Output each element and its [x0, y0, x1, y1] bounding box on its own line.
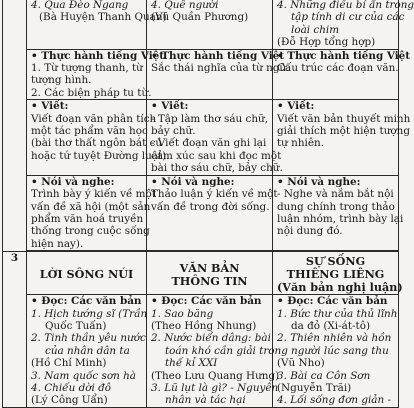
cell-writing-c1: • Viết: Viết đoạn văn phân tích một tác phẩm văn học (bài thơ thất ngôn bát cú hoặc tứ tuyệt Đường luật). [27, 100, 147, 175]
cell-speaking-c2: • Nói và nghe: Thảo luận ý kiến về một vấn đề trong đời sống. [147, 175, 273, 250]
table-row [3, 0, 399, 49]
table-row-3 [3, 252, 399, 295]
cell-practice-c1: • Thực hành tiếng Việt 1. Từ tượng thanh, từ tượng hình. 2. Các biện pháp tu từ. [27, 49, 147, 100]
row-number-cell [3, 0, 27, 252]
cell-practice-c3: • Thực hành tiếng Việt Cấu trúc các đoạn văn. [273, 49, 399, 100]
table-row [3, 100, 399, 175]
cell-row3-reading-c2: • Đọc: Các văn bản 1. Sao băng (Theo Hồng Nhung) 2. Nước biển dâng: bài toán khó cần giải trong thế kỉ XXI (Theo Lưu Quang Hưng) 3. Lũ lụt là gì? - Nguyên nhân và tác hại [147, 295, 273, 408]
unit-title-c2: VĂN BẢN THÔNG TIN [147, 252, 273, 295]
unit-title-c3: SỰ SỐNG THIÊNG LIÊNG (Văn bản nghị luận) [273, 252, 399, 295]
cell-row3-reading-c1: • Đọc: Các văn bản 1. Hịch tướng sĩ (Trần Quốc Tuấn) 2. Tinh thần yêu nước của nhân dân ta (Hồ Chí Minh) 3. Nam quốc sơn hà 4. Chiếu dời đô (Lý Công Uẩn) [27, 295, 147, 408]
table-row [3, 49, 399, 100]
cell-speaking-c3: • Nói và nghe: - Nghe và nắm bắt nội dung chính trong thảo luận nhóm, trình bày lại nội dung đó. [273, 175, 399, 250]
cell-row3-reading-c3: • Đọc: Các văn bản 1. Bức thư của thủ lĩnh da đỏ (Xi-át-tô) 2. Thiên nhiên và hồn người lúc sang thu (Vũ Nho) 3. Bài ca Côn Sơn (Nguyễn Trãi) 4. Lối sống đơn giản - [273, 295, 399, 408]
table-row-3-reading [3, 295, 399, 408]
cell-writing-c2: • Viết: - Tập làm thơ sáu chữ, bảy chữ. - Viết đoạn văn ghi lại cảm xúc sau khi đọc một bài thơ sáu chữ, bảy chữ. [147, 100, 273, 175]
table-row [3, 175, 399, 250]
cell-reading-c3: 4. Những điều bí ẩn trong tập tính di cư của các loài chim (Đỗ Hợp tổng hợp) [273, 0, 399, 49]
unit-title-c1: LỜI SÔNG NÚI [27, 252, 147, 295]
curriculum-table [2, 0, 414, 408]
cell-writing-c3: • Viết: Viết văn bản thuyết minh giải thích một hiện tượng tự nhiên. [273, 100, 399, 175]
row-number-cell: 3 [3, 252, 27, 408]
cell-reading-c2: 4. Quê người (Vũ Quần Phương) [147, 0, 273, 49]
cell-speaking-c1: • Nói và nghe: Trình bày ý kiến về một vấn đề xã hội (một sản phẩm văn hoá truyền thống trong cuộc sống hiện nay). [27, 175, 147, 250]
cell-reading-c1: 4. Qua Đèo Ngang (Bà Huyện Thanh Quan) [27, 0, 147, 49]
cell-practice-c2: • Thực hành tiếng Việt Sắc thái nghĩa của từ ngữ. [147, 49, 273, 100]
